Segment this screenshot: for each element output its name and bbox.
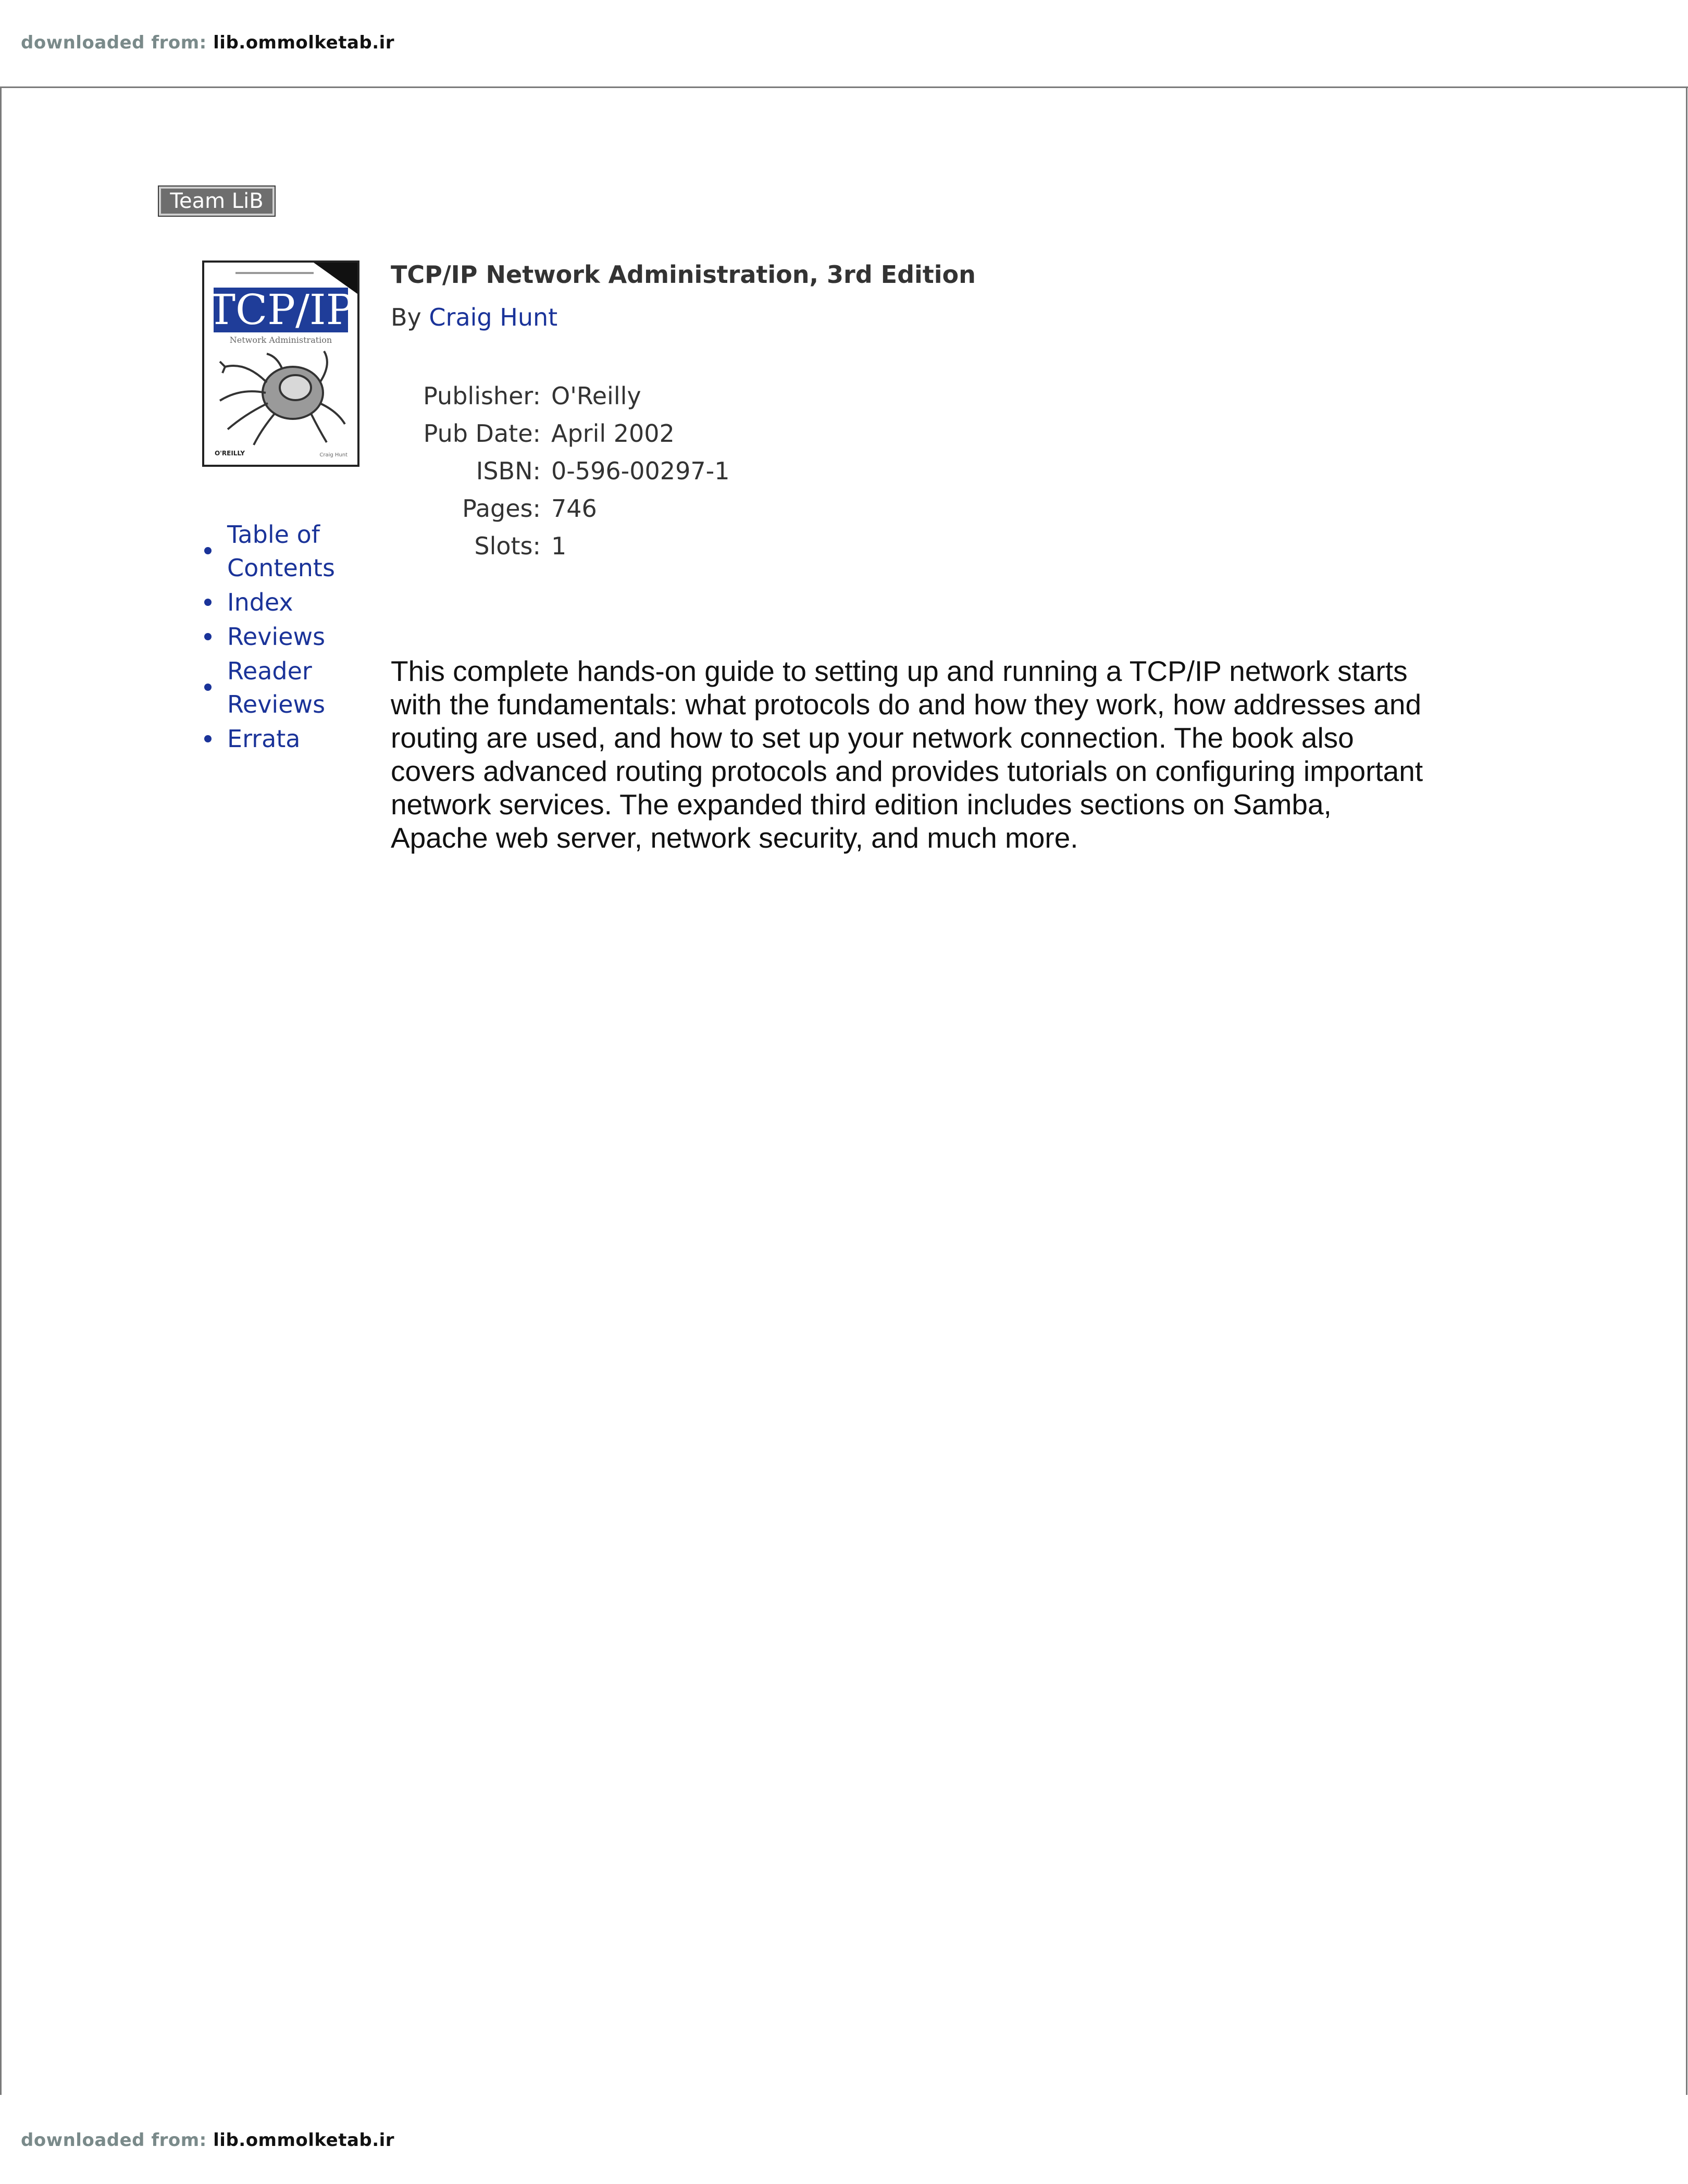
book-cover-image[interactable]	[202, 260, 359, 467]
watermark-label: downloaded from:	[21, 32, 207, 53]
meta-label: Publisher:	[423, 382, 541, 410]
nav-item-reviews[interactable]	[202, 620, 373, 653]
watermark-label: downloaded from:	[21, 2130, 207, 2151]
bullet-icon	[204, 547, 212, 554]
cover-publisher: O'REILLY	[215, 450, 245, 457]
nav-item-table-of-contents[interactable]	[202, 518, 373, 585]
nav-link-table-of-contents[interactable]	[227, 520, 335, 582]
meta-value: 0-596-00297-1	[551, 457, 730, 485]
nav-link-index[interactable]: Index	[227, 588, 293, 616]
nav-label-line1: Table of	[227, 520, 320, 549]
cover-art	[204, 263, 357, 465]
meta-row-slots	[396, 527, 729, 565]
book-metadata	[396, 377, 729, 565]
cover-author: Craig Hunt	[319, 452, 347, 458]
nav-item-errata[interactable]	[202, 722, 373, 755]
by-label: By	[391, 303, 421, 331]
book-title: TCP/IP Network Administration, 3rd Edition	[391, 260, 976, 289]
meta-value: O'Reilly	[551, 382, 641, 410]
meta-row-publisher	[396, 377, 729, 415]
watermark-site: lib.ommolketab.ir	[213, 32, 395, 53]
bullet-icon	[204, 735, 212, 742]
meta-value: April 2002	[551, 419, 675, 448]
cover-subtitle: Network Administration	[229, 335, 332, 345]
page-frame-right	[1686, 86, 1687, 2095]
watermark-site: lib.ommolketab.ir	[213, 2130, 395, 2151]
meta-row-pub-date	[396, 415, 729, 452]
meta-label: Pub Date:	[423, 419, 541, 448]
nav-label-line1: Reader	[227, 657, 312, 685]
page-frame-top	[0, 86, 1688, 88]
book-nav-list	[202, 518, 373, 756]
watermark-top	[21, 32, 394, 53]
watermark-bottom	[21, 2130, 394, 2151]
book-description: This complete hands-on guide to setting up and running a TCP/IP network starts with the fundamentals: what protocols do and how they work, how addresses and routing are used, and how to set up your network connection. The book also covers advanced routing protocols and provides tutorials on configuring important network services. The expanded third edition includes sections on Samba, Apache web server, network security, and much more.	[391, 655, 1423, 854]
page-frame-left	[0, 86, 2, 2095]
cover-title: TCP/IP	[207, 286, 354, 334]
meta-label: ISBN:	[476, 457, 541, 485]
meta-label: Pages:	[462, 494, 541, 523]
bullet-icon	[204, 684, 212, 691]
meta-value: 746	[551, 494, 597, 523]
meta-value: 1	[551, 532, 567, 560]
meta-row-isbn	[396, 452, 729, 490]
meta-row-pages	[396, 490, 729, 527]
bullet-icon	[204, 599, 212, 606]
byline	[391, 303, 557, 331]
nav-link-errata[interactable]: Errata	[227, 725, 301, 753]
nav-label-line2: Reviews	[227, 690, 326, 718]
team-lib-button[interactable]: Team LiB	[159, 187, 275, 216]
nav-item-index[interactable]	[202, 586, 373, 619]
nav-item-reader-reviews[interactable]	[202, 654, 373, 721]
nav-link-reader-reviews[interactable]	[227, 657, 325, 718]
nav-link-reviews[interactable]: Reviews	[227, 623, 326, 651]
meta-label: Slots:	[474, 532, 541, 560]
bullet-icon	[204, 633, 212, 640]
author-link[interactable]: Craig Hunt	[429, 303, 558, 331]
nav-label-line2: Contents	[227, 554, 335, 582]
